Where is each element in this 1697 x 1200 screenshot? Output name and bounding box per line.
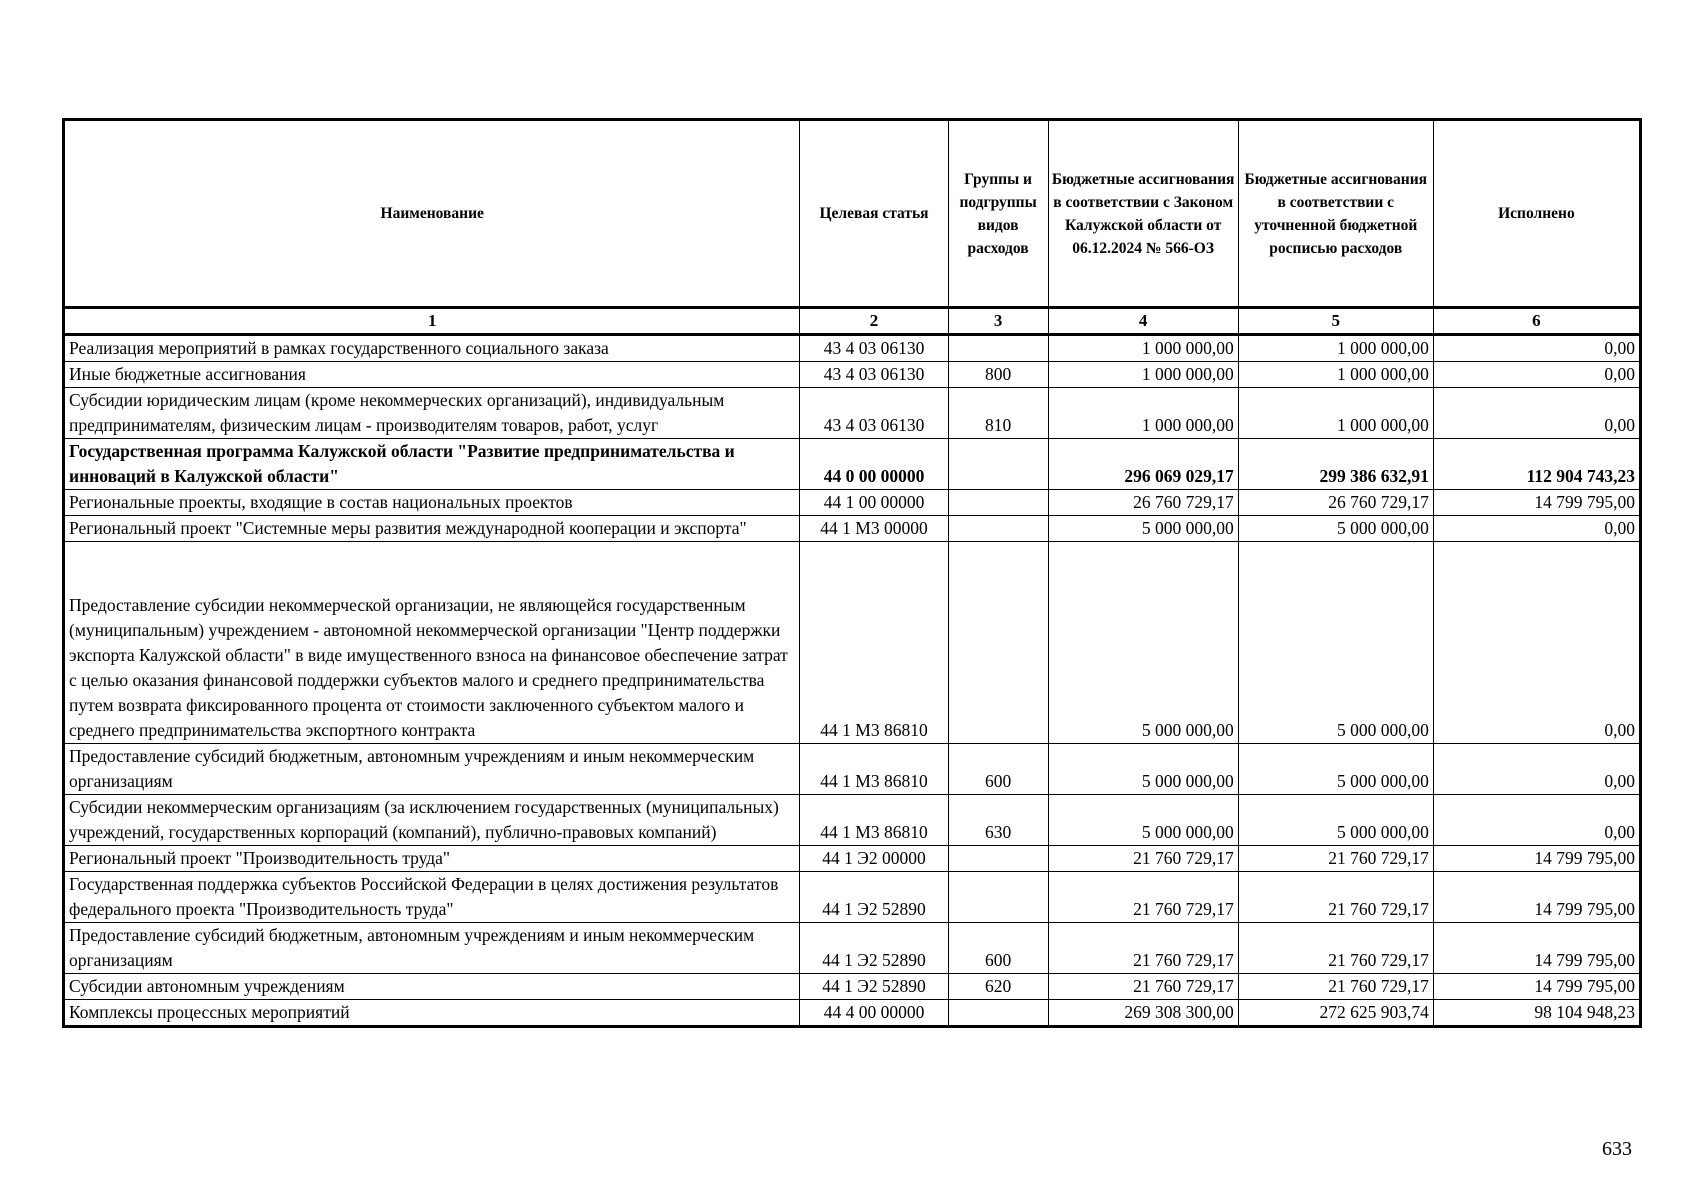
row-name: Реализация мероприятий в рамках государственного социального заказа [64, 335, 800, 362]
row-target-article: 44 4 00 00000 [800, 1000, 948, 1027]
table-row [64, 974, 1641, 1000]
table-row [64, 516, 1641, 542]
row-expense-group: 620 [948, 974, 1048, 1000]
row-executed-amount: 14 799 795,00 [1433, 846, 1640, 872]
row-target-article: 44 1 Э2 52890 [800, 923, 948, 974]
row-expense-group: 600 [948, 744, 1048, 795]
row-expense-group [948, 516, 1048, 542]
row-target-article: 44 1 00 00000 [800, 490, 948, 516]
row-expense-group: 630 [948, 795, 1048, 846]
table-row [64, 846, 1641, 872]
row-executed-amount: 0,00 [1433, 542, 1640, 744]
row-refined-amount: 1 000 000,00 [1238, 362, 1433, 388]
header-target-article: Целевая статья [800, 120, 948, 308]
row-name: Предоставление субсидий бюджетным, автономным учреждениям и иным некоммерческим организациям [64, 744, 800, 795]
row-name: Региональный проект "Системные меры развития международной кооперации и экспорта" [64, 516, 800, 542]
row-name: Субсидии юридическим лицам (кроме некоммерческих организаций), индивидуальным предпринимателям, физическим лицам - производителям товаров, работ, услуг [64, 388, 800, 439]
row-name: Субсидии автономным учреждениям [64, 974, 800, 1000]
column-number: 3 [948, 308, 1048, 335]
header-refined-allocations: Бюджетные ассигнования в соответствии с уточненной бюджетной росписью расходов [1238, 120, 1433, 308]
table-row [64, 795, 1641, 846]
row-law-amount: 1 000 000,00 [1048, 362, 1238, 388]
header-name: Наименование [64, 120, 800, 308]
budget-table [62, 118, 1642, 1028]
table-row-program [64, 439, 1641, 490]
header-expense-groups: Группы и подгруппы видов расходов [948, 120, 1048, 308]
row-expense-group [948, 335, 1048, 362]
column-number-row [64, 308, 1641, 335]
row-refined-amount: 1 000 000,00 [1238, 335, 1433, 362]
column-number: 2 [800, 308, 948, 335]
row-expense-group [948, 872, 1048, 923]
row-refined-amount: 1 000 000,00 [1238, 388, 1433, 439]
row-refined-amount: 26 760 729,17 [1238, 490, 1433, 516]
row-executed-amount: 0,00 [1433, 516, 1640, 542]
row-refined-amount: 272 625 903,74 [1238, 1000, 1433, 1027]
row-executed-amount: 0,00 [1433, 362, 1640, 388]
row-executed-amount: 14 799 795,00 [1433, 490, 1640, 516]
table-row [64, 1000, 1641, 1027]
row-law-amount: 5 000 000,00 [1048, 542, 1238, 744]
row-law-amount: 5 000 000,00 [1048, 516, 1238, 542]
row-expense-group [948, 490, 1048, 516]
row-refined-amount: 21 760 729,17 [1238, 974, 1433, 1000]
row-executed-amount: 14 799 795,00 [1433, 923, 1640, 974]
row-expense-group [948, 1000, 1048, 1027]
row-law-amount: 5 000 000,00 [1048, 744, 1238, 795]
row-target-article: 44 1 Э2 52890 [800, 974, 948, 1000]
row-refined-amount: 21 760 729,17 [1238, 846, 1433, 872]
row-refined-amount: 299 386 632,91 [1238, 439, 1433, 490]
row-target-article: 44 1 М3 86810 [800, 744, 948, 795]
row-law-amount: 296 069 029,17 [1048, 439, 1238, 490]
row-executed-amount: 14 799 795,00 [1433, 974, 1640, 1000]
table-row [64, 335, 1641, 362]
row-expense-group: 600 [948, 923, 1048, 974]
row-refined-amount: 5 000 000,00 [1238, 795, 1433, 846]
column-number: 1 [64, 308, 800, 335]
column-number: 5 [1238, 308, 1433, 335]
row-executed-amount: 0,00 [1433, 744, 1640, 795]
row-executed-amount: 0,00 [1433, 795, 1640, 846]
row-law-amount: 1 000 000,00 [1048, 388, 1238, 439]
row-target-article: 44 1 Э2 52890 [800, 872, 948, 923]
row-expense-group: 810 [948, 388, 1048, 439]
row-name: Субсидии некоммерческим организациям (за исключением государственных (муниципальных) учреждений, государственных корпораций (компаний), публично-правовых компаний) [64, 795, 800, 846]
table-row [64, 362, 1641, 388]
row-target-article: 44 1 М3 86810 [800, 795, 948, 846]
page-number: 633 [1602, 1138, 1632, 1160]
row-refined-amount: 5 000 000,00 [1238, 516, 1433, 542]
row-law-amount: 21 760 729,17 [1048, 872, 1238, 923]
row-target-article: 43 4 03 06130 [800, 388, 948, 439]
row-refined-amount: 21 760 729,17 [1238, 872, 1433, 923]
row-expense-group [948, 846, 1048, 872]
row-name: Региональные проекты, входящие в состав национальных проектов [64, 490, 800, 516]
row-target-article: 44 1 Э2 00000 [800, 846, 948, 872]
row-target-article: 44 1 М3 86810 [800, 542, 948, 744]
row-law-amount: 1 000 000,00 [1048, 335, 1238, 362]
row-executed-amount: 98 104 948,23 [1433, 1000, 1640, 1027]
row-name: Иные бюджетные ассигнования [64, 362, 800, 388]
table-row [64, 744, 1641, 795]
column-number: 4 [1048, 308, 1238, 335]
row-target-article: 43 4 03 06130 [800, 335, 948, 362]
row-law-amount: 5 000 000,00 [1048, 795, 1238, 846]
table-row [64, 542, 1641, 744]
row-target-article: 44 1 М3 00000 [800, 516, 948, 542]
row-law-amount: 26 760 729,17 [1048, 490, 1238, 516]
row-name: Государственная поддержка субъектов Российской Федерации в целях достижения результатов федерального проекта "Производительность труда" [64, 872, 800, 923]
row-name: Предоставление субсидий бюджетным, автономным учреждениям и иным некоммерческим организациям [64, 923, 800, 974]
row-name: Государственная программа Калужской области "Развитие предпринимательства и инноваций в Калужской области" [64, 439, 800, 490]
row-target-article: 44 0 00 00000 [800, 439, 948, 490]
row-executed-amount: 112 904 743,23 [1433, 439, 1640, 490]
row-name: Региональный проект "Производительность труда" [64, 846, 800, 872]
header-executed: Исполнено [1433, 120, 1640, 308]
header-row [64, 120, 1641, 308]
row-law-amount: 21 760 729,17 [1048, 974, 1238, 1000]
table-row [64, 490, 1641, 516]
header-law-allocations: Бюджетные ассигнования в соответствии с Законом Калужской области от 06.12.2024 № 566-ОЗ [1048, 120, 1238, 308]
row-executed-amount: 14 799 795,00 [1433, 872, 1640, 923]
table-row [64, 388, 1641, 439]
row-expense-group [948, 439, 1048, 490]
row-refined-amount: 5 000 000,00 [1238, 744, 1433, 795]
row-refined-amount: 5 000 000,00 [1238, 542, 1433, 744]
row-target-article: 43 4 03 06130 [800, 362, 948, 388]
row-law-amount: 21 760 729,17 [1048, 923, 1238, 974]
row-expense-group [948, 542, 1048, 744]
row-refined-amount: 21 760 729,17 [1238, 923, 1433, 974]
column-number: 6 [1433, 308, 1640, 335]
row-name: Предоставление субсидии некоммерческой организации, не являющейся государственным (муниципальным) учреждением - автономной некоммерческой организации "Центр поддержки экспорта Калужской области" в виде имущественного взноса на финансовое обеспечение затрат с целью оказания финансовой поддержки субъектов малого и среднего предпринимательства путем возврата фиксированного процента от стоимости заключенного субъектом малого и среднего предпринимательства экспортного контракта [64, 542, 800, 744]
row-executed-amount: 0,00 [1433, 388, 1640, 439]
table-row [64, 923, 1641, 974]
row-expense-group: 800 [948, 362, 1048, 388]
table-row [64, 872, 1641, 923]
row-executed-amount: 0,00 [1433, 335, 1640, 362]
row-law-amount: 21 760 729,17 [1048, 846, 1238, 872]
row-law-amount: 269 308 300,00 [1048, 1000, 1238, 1027]
row-name: Комплексы процессных мероприятий [64, 1000, 800, 1027]
